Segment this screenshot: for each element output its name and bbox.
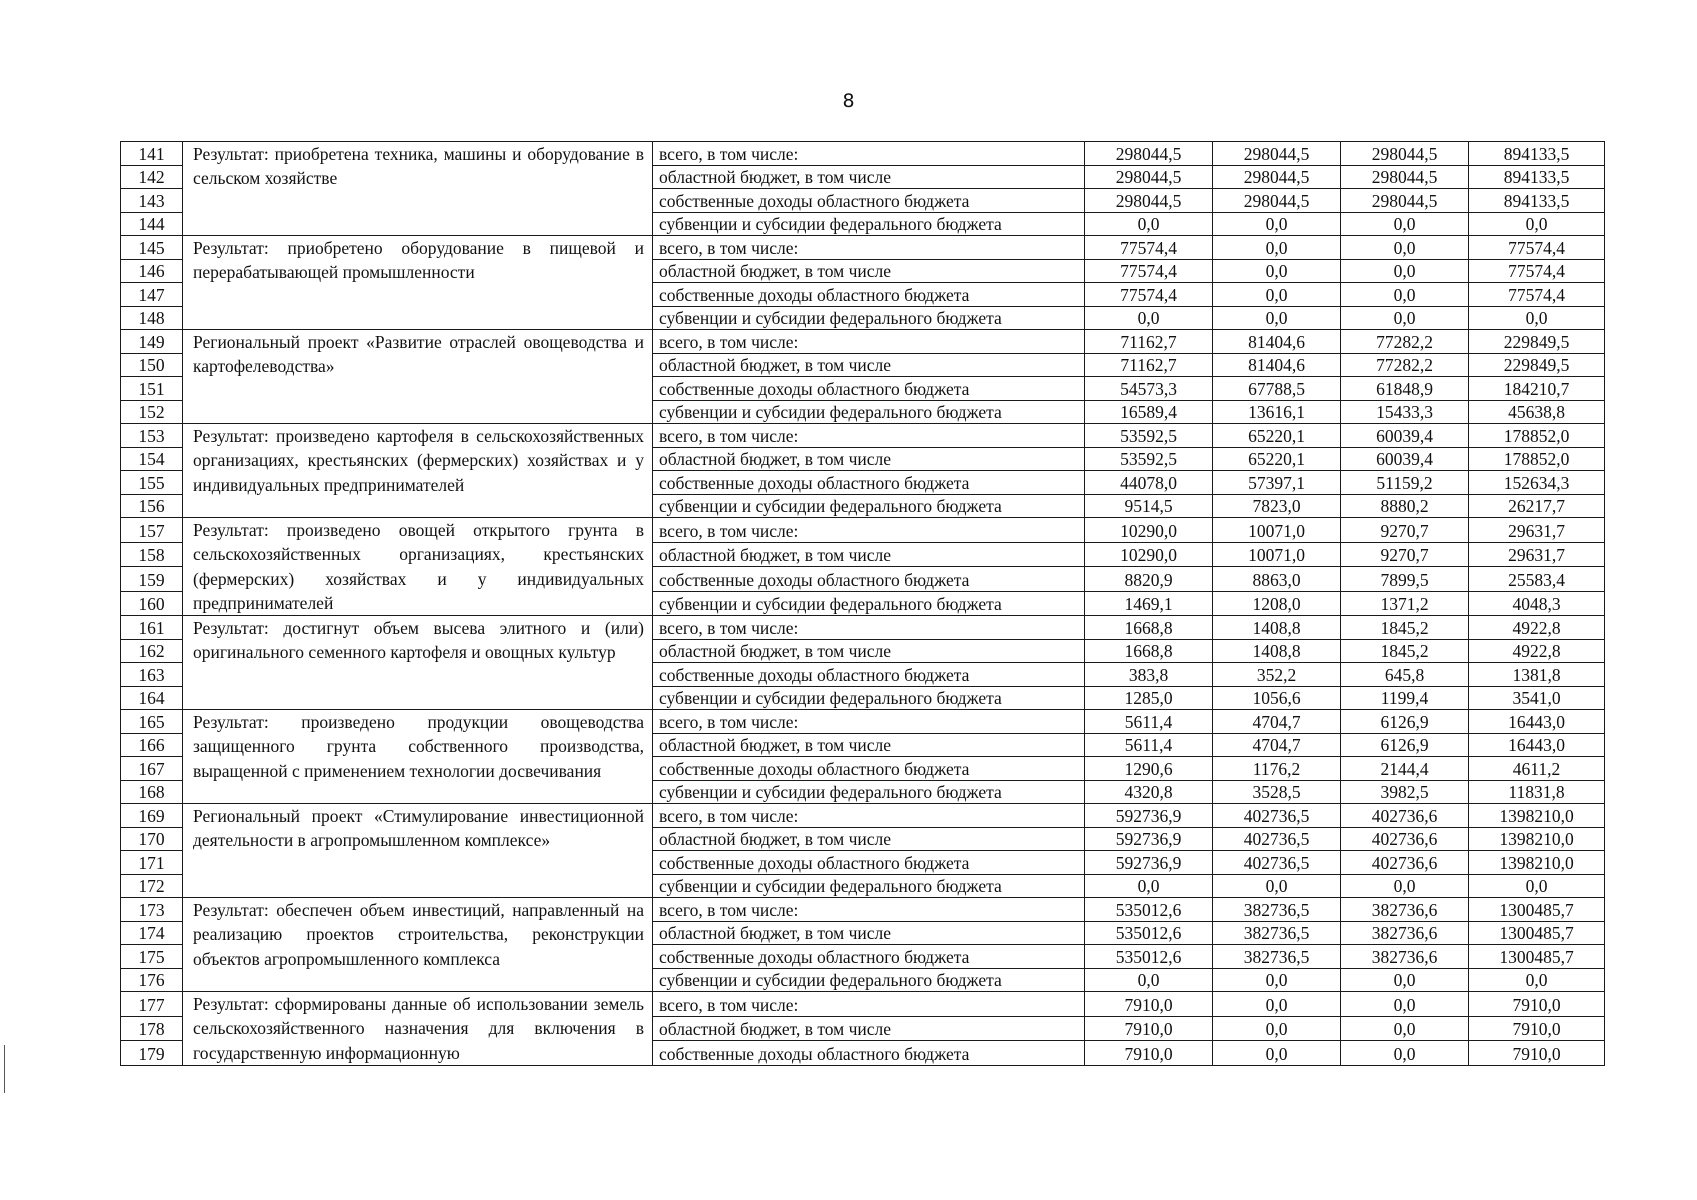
- year-value-cell: 4704,7: [1213, 733, 1341, 757]
- funding-source-cell: субвенции и субсидии федерального бюджета: [653, 591, 1085, 616]
- year-value-cell: 645,8: [1341, 663, 1469, 687]
- year-value-cell: 6126,9: [1341, 733, 1469, 757]
- year-value-cell: 298044,5: [1213, 189, 1341, 213]
- total-value-cell: 4922,8: [1469, 639, 1605, 663]
- funding-source-cell: всего, в том числе:: [653, 424, 1085, 448]
- year-value-cell: 0,0: [1341, 236, 1469, 260]
- year-value-cell: 0,0: [1213, 1016, 1341, 1041]
- year-value-cell: 71162,7: [1085, 353, 1213, 377]
- total-value-cell: 7910,0: [1469, 1016, 1605, 1041]
- year-value-cell: 382736,5: [1213, 898, 1341, 922]
- total-value-cell: 7910,0: [1469, 1041, 1605, 1066]
- table-row: [121, 236, 1605, 260]
- funding-source-cell: областной бюджет, в том числе: [653, 1016, 1085, 1041]
- table-row: [121, 330, 1605, 354]
- year-value-cell: 1056,6: [1213, 686, 1341, 710]
- year-value-cell: 1469,1: [1085, 591, 1213, 616]
- year-value-cell: 298044,5: [1085, 142, 1213, 166]
- year-value-cell: 6126,9: [1341, 710, 1469, 734]
- row-number-cell: 170: [121, 827, 183, 851]
- year-value-cell: 0,0: [1341, 1016, 1469, 1041]
- year-value-cell: 77574,4: [1085, 283, 1213, 307]
- year-value-cell: 592736,9: [1085, 827, 1213, 851]
- total-value-cell: 1300485,7: [1469, 898, 1605, 922]
- year-value-cell: 1845,2: [1341, 616, 1469, 640]
- year-value-cell: 0,0: [1213, 283, 1341, 307]
- year-value-cell: 0,0: [1085, 306, 1213, 330]
- funding-source-cell: субвенции и субсидии федерального бюджета: [653, 400, 1085, 424]
- funding-source-cell: субвенции и субсидии федерального бюджета: [653, 494, 1085, 518]
- year-value-cell: 9514,5: [1085, 494, 1213, 518]
- funding-source-cell: областной бюджет, в том числе: [653, 165, 1085, 189]
- year-value-cell: 1199,4: [1341, 686, 1469, 710]
- funding-source-cell: собственные доходы областного бюджета: [653, 945, 1085, 969]
- row-number-cell: 158: [121, 542, 183, 567]
- row-number-cell: 161: [121, 616, 183, 640]
- funding-source-cell: собственные доходы областного бюджета: [653, 663, 1085, 687]
- row-number-cell: 160: [121, 591, 183, 616]
- year-value-cell: 10290,0: [1085, 542, 1213, 567]
- year-value-cell: 77574,4: [1085, 236, 1213, 260]
- year-value-cell: 0,0: [1213, 992, 1341, 1017]
- year-value-cell: 0,0: [1341, 283, 1469, 307]
- year-value-cell: 382736,6: [1341, 945, 1469, 969]
- year-value-cell: 8863,0: [1213, 567, 1341, 592]
- year-value-cell: 0,0: [1341, 259, 1469, 283]
- funding-source-cell: областной бюджет, в том числе: [653, 259, 1085, 283]
- year-value-cell: 51159,2: [1341, 471, 1469, 495]
- funding-source-cell: всего, в том числе:: [653, 710, 1085, 734]
- funding-source-cell: субвенции и субсидии федерального бюджета: [653, 780, 1085, 804]
- funding-source-cell: областной бюджет, в том числе: [653, 921, 1085, 945]
- year-value-cell: 7910,0: [1085, 1016, 1213, 1041]
- year-value-cell: 9270,7: [1341, 518, 1469, 543]
- year-value-cell: 0,0: [1341, 992, 1469, 1017]
- table-row: [121, 992, 1605, 1017]
- total-value-cell: 77574,4: [1469, 259, 1605, 283]
- year-value-cell: 0,0: [1213, 968, 1341, 992]
- item-description-cell: Результат: достигнут объем высева элитного и (или) оригинального семенного картофеля и овощных культур: [183, 616, 653, 710]
- total-value-cell: 26217,7: [1469, 494, 1605, 518]
- total-value-cell: 0,0: [1469, 212, 1605, 236]
- item-description-cell: Результат: обеспечен объем инвестиций, направленный на реализацию проектов строительства, реконструкции объектов агропромышленного комплекса: [183, 898, 653, 992]
- year-value-cell: 7910,0: [1085, 992, 1213, 1017]
- year-value-cell: 10071,0: [1213, 542, 1341, 567]
- funding-source-cell: собственные доходы областного бюджета: [653, 189, 1085, 213]
- row-number-cell: 147: [121, 283, 183, 307]
- year-value-cell: 0,0: [1341, 212, 1469, 236]
- funding-source-cell: областной бюджет, в том числе: [653, 733, 1085, 757]
- year-value-cell: 298044,5: [1213, 142, 1341, 166]
- row-number-cell: 156: [121, 494, 183, 518]
- year-value-cell: 383,8: [1085, 663, 1213, 687]
- total-value-cell: 152634,3: [1469, 471, 1605, 495]
- funding-source-cell: всего, в том числе:: [653, 142, 1085, 166]
- total-value-cell: 229849,5: [1469, 330, 1605, 354]
- row-number-cell: 178: [121, 1016, 183, 1041]
- row-number-cell: 149: [121, 330, 183, 354]
- year-value-cell: 77282,2: [1341, 330, 1469, 354]
- year-value-cell: 402736,6: [1341, 851, 1469, 875]
- table-row: [121, 804, 1605, 828]
- total-value-cell: 29631,7: [1469, 542, 1605, 567]
- total-value-cell: 16443,0: [1469, 733, 1605, 757]
- year-value-cell: 535012,6: [1085, 945, 1213, 969]
- year-value-cell: 298044,5: [1341, 189, 1469, 213]
- year-value-cell: 382736,6: [1341, 921, 1469, 945]
- table-row: [121, 616, 1605, 640]
- row-number-cell: 177: [121, 992, 183, 1017]
- total-value-cell: 1381,8: [1469, 663, 1605, 687]
- total-value-cell: 77574,4: [1469, 283, 1605, 307]
- year-value-cell: 0,0: [1085, 874, 1213, 898]
- budget-table-wrapper: [120, 141, 1604, 1066]
- total-value-cell: 7910,0: [1469, 992, 1605, 1017]
- year-value-cell: 382736,5: [1213, 945, 1341, 969]
- total-value-cell: 1300485,7: [1469, 945, 1605, 969]
- row-number-cell: 152: [121, 400, 183, 424]
- funding-source-cell: собственные доходы областного бюджета: [653, 851, 1085, 875]
- funding-source-cell: всего, в том числе:: [653, 804, 1085, 828]
- year-value-cell: 402736,6: [1341, 804, 1469, 828]
- year-value-cell: 0,0: [1341, 968, 1469, 992]
- total-value-cell: 4048,3: [1469, 591, 1605, 616]
- row-number-cell: 143: [121, 189, 183, 213]
- total-value-cell: 4611,2: [1469, 757, 1605, 781]
- funding-source-cell: всего, в том числе:: [653, 330, 1085, 354]
- funding-source-cell: всего, в том числе:: [653, 992, 1085, 1017]
- total-value-cell: 894133,5: [1469, 142, 1605, 166]
- funding-source-cell: собственные доходы областного бюджета: [653, 283, 1085, 307]
- year-value-cell: 3982,5: [1341, 780, 1469, 804]
- year-value-cell: 7899,5: [1341, 567, 1469, 592]
- funding-source-cell: всего, в том числе:: [653, 518, 1085, 543]
- year-value-cell: 1176,2: [1213, 757, 1341, 781]
- funding-source-cell: субвенции и субсидии федерального бюджета: [653, 968, 1085, 992]
- funding-source-cell: всего, в том числе:: [653, 898, 1085, 922]
- funding-source-cell: областной бюджет, в том числе: [653, 353, 1085, 377]
- funding-source-cell: областной бюджет, в том числе: [653, 542, 1085, 567]
- year-value-cell: 7823,0: [1213, 494, 1341, 518]
- total-value-cell: 0,0: [1469, 968, 1605, 992]
- year-value-cell: 15433,3: [1341, 400, 1469, 424]
- year-value-cell: 9270,7: [1341, 542, 1469, 567]
- total-value-cell: 77574,4: [1469, 236, 1605, 260]
- table-row: [121, 142, 1605, 166]
- funding-source-cell: всего, в том числе:: [653, 236, 1085, 260]
- year-value-cell: 592736,9: [1085, 804, 1213, 828]
- year-value-cell: 382736,6: [1341, 898, 1469, 922]
- total-value-cell: 29631,7: [1469, 518, 1605, 543]
- year-value-cell: 3528,5: [1213, 780, 1341, 804]
- total-value-cell: 178852,0: [1469, 447, 1605, 471]
- total-value-cell: 184210,7: [1469, 377, 1605, 401]
- year-value-cell: 1668,8: [1085, 639, 1213, 663]
- year-value-cell: 81404,6: [1213, 330, 1341, 354]
- total-value-cell: 178852,0: [1469, 424, 1605, 448]
- year-value-cell: 53592,5: [1085, 447, 1213, 471]
- year-value-cell: 10071,0: [1213, 518, 1341, 543]
- scan-edge-mark: [4, 1045, 5, 1093]
- year-value-cell: 352,2: [1213, 663, 1341, 687]
- total-value-cell: 0,0: [1469, 306, 1605, 330]
- year-value-cell: 535012,6: [1085, 921, 1213, 945]
- year-value-cell: 0,0: [1213, 306, 1341, 330]
- row-number-cell: 173: [121, 898, 183, 922]
- year-value-cell: 8820,9: [1085, 567, 1213, 592]
- year-value-cell: 5611,4: [1085, 733, 1213, 757]
- year-value-cell: 298044,5: [1213, 165, 1341, 189]
- year-value-cell: 65220,1: [1213, 447, 1341, 471]
- row-number-cell: 163: [121, 663, 183, 687]
- row-number-cell: 159: [121, 567, 183, 592]
- year-value-cell: 60039,4: [1341, 447, 1469, 471]
- year-value-cell: 60039,4: [1341, 424, 1469, 448]
- total-value-cell: 4922,8: [1469, 616, 1605, 640]
- funding-source-cell: собственные доходы областного бюджета: [653, 471, 1085, 495]
- year-value-cell: 10290,0: [1085, 518, 1213, 543]
- year-value-cell: 0,0: [1213, 1041, 1341, 1066]
- year-value-cell: 7910,0: [1085, 1041, 1213, 1066]
- funding-source-cell: собственные доходы областного бюджета: [653, 377, 1085, 401]
- total-value-cell: 1300485,7: [1469, 921, 1605, 945]
- year-value-cell: 0,0: [1085, 212, 1213, 236]
- table-row: [121, 710, 1605, 734]
- year-value-cell: 0,0: [1341, 1041, 1469, 1066]
- row-number-cell: 142: [121, 165, 183, 189]
- year-value-cell: 8880,2: [1341, 494, 1469, 518]
- row-number-cell: 168: [121, 780, 183, 804]
- year-value-cell: 592736,9: [1085, 851, 1213, 875]
- row-number-cell: 172: [121, 874, 183, 898]
- row-number-cell: 166: [121, 733, 183, 757]
- item-description-cell: Региональный проект «Развитие отраслей овощеводства и картофелеводства»: [183, 330, 653, 424]
- budget-table-body: [121, 142, 1605, 1066]
- year-value-cell: 1208,0: [1213, 591, 1341, 616]
- page-number: 8: [842, 90, 855, 112]
- item-description-cell: Результат: произведено картофеля в сельскохозяйственных организациях, крестьянских (фермерских) хозяйствах и у индивидуальных предпринимателей: [183, 424, 653, 518]
- total-value-cell: 3541,0: [1469, 686, 1605, 710]
- funding-source-cell: областной бюджет, в том числе: [653, 447, 1085, 471]
- funding-source-cell: собственные доходы областного бюджета: [653, 757, 1085, 781]
- funding-source-cell: всего, в том числе:: [653, 616, 1085, 640]
- total-value-cell: 1398210,0: [1469, 851, 1605, 875]
- total-value-cell: 0,0: [1469, 874, 1605, 898]
- funding-source-cell: субвенции и субсидии федерального бюджета: [653, 212, 1085, 236]
- total-value-cell: 1398210,0: [1469, 827, 1605, 851]
- year-value-cell: 1290,6: [1085, 757, 1213, 781]
- funding-source-cell: субвенции и субсидии федерального бюджета: [653, 306, 1085, 330]
- table-row: [121, 424, 1605, 448]
- year-value-cell: 0,0: [1341, 874, 1469, 898]
- year-value-cell: 382736,5: [1213, 921, 1341, 945]
- total-value-cell: 45638,8: [1469, 400, 1605, 424]
- total-value-cell: 229849,5: [1469, 353, 1605, 377]
- year-value-cell: 1408,8: [1213, 639, 1341, 663]
- total-value-cell: 1398210,0: [1469, 804, 1605, 828]
- item-description-cell: Результат: сформированы данные об использовании земель сельскохозяйственного назначения для включения в государственную информационную: [183, 992, 653, 1066]
- year-value-cell: 0,0: [1085, 968, 1213, 992]
- year-value-cell: 53592,5: [1085, 424, 1213, 448]
- year-value-cell: 298044,5: [1341, 142, 1469, 166]
- total-value-cell: 16443,0: [1469, 710, 1605, 734]
- year-value-cell: 402736,5: [1213, 851, 1341, 875]
- row-number-cell: 179: [121, 1041, 183, 1066]
- year-value-cell: 5611,4: [1085, 710, 1213, 734]
- year-value-cell: 0,0: [1213, 259, 1341, 283]
- row-number-cell: 146: [121, 259, 183, 283]
- item-description-cell: Результат: приобретена техника, машины и оборудование в сельском хозяйстве: [183, 142, 653, 236]
- year-value-cell: 402736,5: [1213, 804, 1341, 828]
- year-value-cell: 0,0: [1213, 236, 1341, 260]
- year-value-cell: 81404,6: [1213, 353, 1341, 377]
- year-value-cell: 16589,4: [1085, 400, 1213, 424]
- year-value-cell: 0,0: [1213, 212, 1341, 236]
- row-number-cell: 167: [121, 757, 183, 781]
- row-number-cell: 169: [121, 804, 183, 828]
- total-value-cell: 25583,4: [1469, 567, 1605, 592]
- year-value-cell: 298044,5: [1085, 165, 1213, 189]
- row-number-cell: 150: [121, 353, 183, 377]
- year-value-cell: 77282,2: [1341, 353, 1469, 377]
- row-number-cell: 141: [121, 142, 183, 166]
- year-value-cell: 298044,5: [1085, 189, 1213, 213]
- total-value-cell: 11831,8: [1469, 780, 1605, 804]
- funding-source-cell: областной бюджет, в том числе: [653, 827, 1085, 851]
- row-number-cell: 165: [121, 710, 183, 734]
- row-number-cell: 164: [121, 686, 183, 710]
- year-value-cell: 44078,0: [1085, 471, 1213, 495]
- item-description-cell: Региональный проект «Стимулирование инвестиционной деятельности в агропромышленном комплексе»: [183, 804, 653, 898]
- year-value-cell: 71162,7: [1085, 330, 1213, 354]
- year-value-cell: 77574,4: [1085, 259, 1213, 283]
- funding-source-cell: субвенции и субсидии федерального бюджета: [653, 686, 1085, 710]
- year-value-cell: 0,0: [1213, 874, 1341, 898]
- row-number-cell: 174: [121, 921, 183, 945]
- funding-source-cell: субвенции и субсидии федерального бюджета: [653, 874, 1085, 898]
- row-number-cell: 145: [121, 236, 183, 260]
- table-row: [121, 898, 1605, 922]
- year-value-cell: 54573,3: [1085, 377, 1213, 401]
- row-number-cell: 175: [121, 945, 183, 969]
- year-value-cell: 1845,2: [1341, 639, 1469, 663]
- year-value-cell: 1408,8: [1213, 616, 1341, 640]
- year-value-cell: 535012,6: [1085, 898, 1213, 922]
- row-number-cell: 144: [121, 212, 183, 236]
- funding-source-cell: областной бюджет, в том числе: [653, 639, 1085, 663]
- row-number-cell: 153: [121, 424, 183, 448]
- year-value-cell: 57397,1: [1213, 471, 1341, 495]
- year-value-cell: 1668,8: [1085, 616, 1213, 640]
- row-number-cell: 162: [121, 639, 183, 663]
- item-description-cell: Результат: произведено продукции овощеводства защищенного грунта собственного производства, выращенной с применением технологии досвечивания: [183, 710, 653, 804]
- year-value-cell: 13616,1: [1213, 400, 1341, 424]
- year-value-cell: 0,0: [1341, 306, 1469, 330]
- item-description-cell: Результат: произведено овощей открытого грунта в сельскохозяйственных организациях, крестьянских (фермерских) хозяйствах и у индивидуальных предпринимателей: [183, 518, 653, 616]
- item-description-cell: Результат: приобретено оборудование в пищевой и перерабатывающей промышленности: [183, 236, 653, 330]
- row-number-cell: 154: [121, 447, 183, 471]
- budget-table: [120, 141, 1605, 1066]
- total-value-cell: 894133,5: [1469, 189, 1605, 213]
- row-number-cell: 148: [121, 306, 183, 330]
- row-number-cell: 171: [121, 851, 183, 875]
- funding-source-cell: собственные доходы областного бюджета: [653, 567, 1085, 592]
- year-value-cell: 61848,9: [1341, 377, 1469, 401]
- year-value-cell: 402736,5: [1213, 827, 1341, 851]
- row-number-cell: 151: [121, 377, 183, 401]
- total-value-cell: 894133,5: [1469, 165, 1605, 189]
- year-value-cell: 1371,2: [1341, 591, 1469, 616]
- year-value-cell: 1285,0: [1085, 686, 1213, 710]
- row-number-cell: 157: [121, 518, 183, 543]
- year-value-cell: 298044,5: [1341, 165, 1469, 189]
- year-value-cell: 2144,4: [1341, 757, 1469, 781]
- funding-source-cell: собственные доходы областного бюджета: [653, 1041, 1085, 1066]
- year-value-cell: 4704,7: [1213, 710, 1341, 734]
- row-number-cell: 155: [121, 471, 183, 495]
- row-number-cell: 176: [121, 968, 183, 992]
- year-value-cell: 402736,6: [1341, 827, 1469, 851]
- year-value-cell: 4320,8: [1085, 780, 1213, 804]
- year-value-cell: 65220,1: [1213, 424, 1341, 448]
- table-row: [121, 518, 1605, 543]
- year-value-cell: 67788,5: [1213, 377, 1341, 401]
